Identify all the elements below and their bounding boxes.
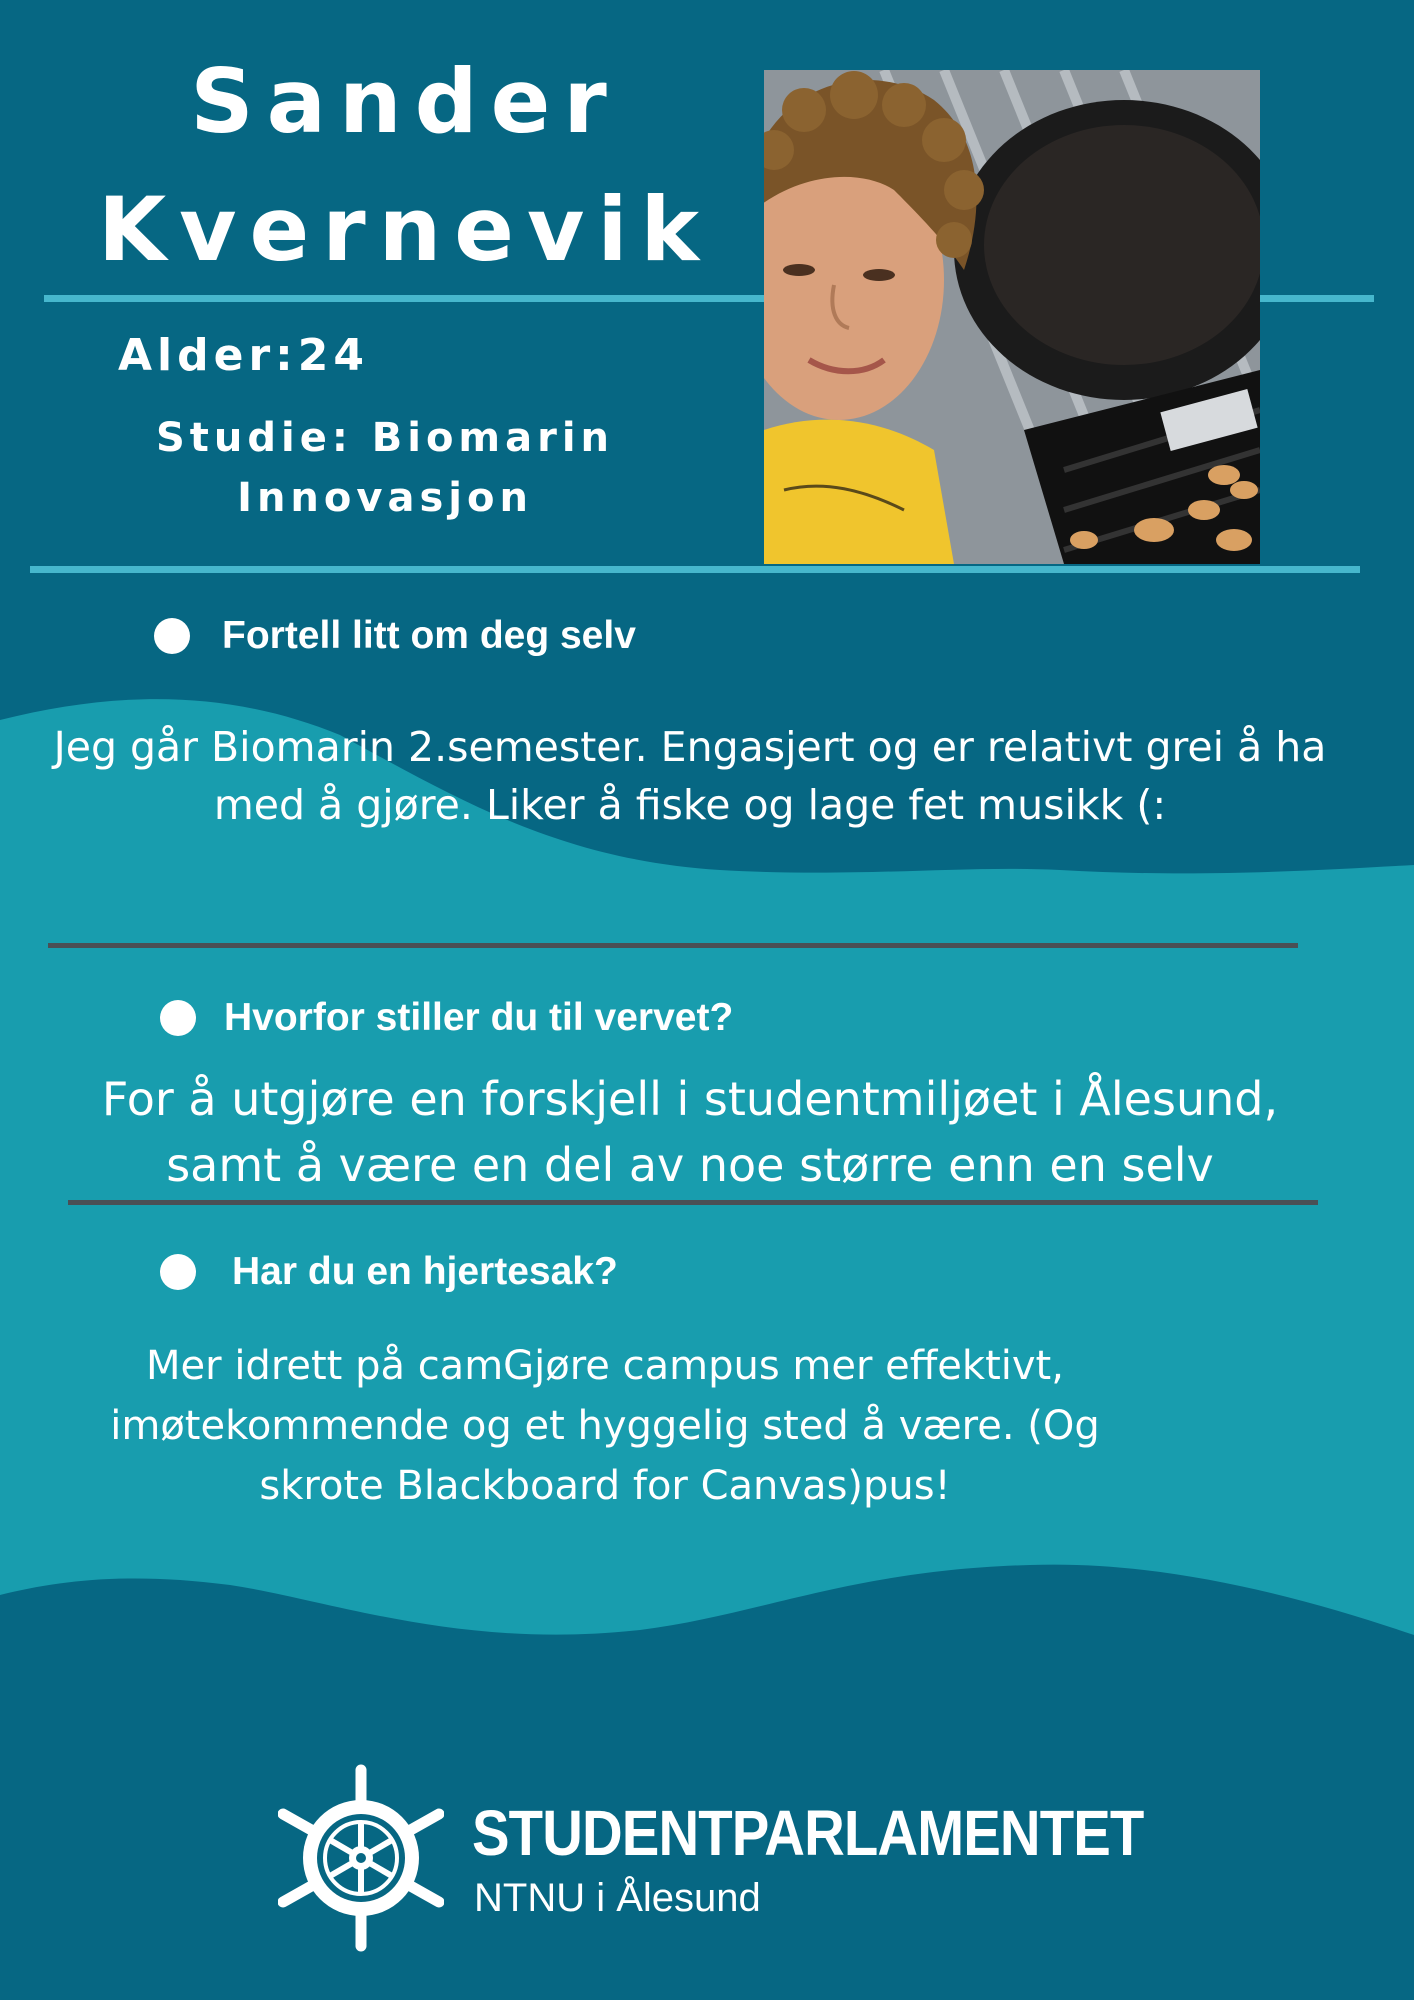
study-line-2: Innovasjon	[237, 475, 533, 521]
answer-line: imøtekommende og et hyggelig sted å være. (Og	[110, 1403, 1100, 1449]
question-why-running: Hvorfor stiller du til vervet?	[224, 996, 734, 1039]
ship-wheel-icon	[278, 1764, 444, 1952]
answer-line: For å utgjøre en forskjell i studentmiljøet i Ålesund,	[101, 1072, 1279, 1126]
answer-about-yourself	[40, 718, 1340, 834]
answer-line: skrote Blackboard for Canvas)pus!	[259, 1463, 951, 1509]
bullet-icon	[160, 1254, 196, 1290]
bullet-icon	[160, 1000, 196, 1036]
answer-line: Mer idrett på camGjøre campus mer effektivt,	[146, 1343, 1064, 1389]
answer-line: med å gjøre. Liker å fiske og lage fet musikk (:	[213, 781, 1167, 829]
candidate-photo	[764, 70, 1260, 564]
question-about-yourself: Fortell litt om deg selv	[222, 614, 636, 657]
photo-illustration	[764, 70, 1260, 564]
logo-title: STUDENTPARLAMENTET	[472, 1797, 1144, 1869]
answer-why-running	[40, 1066, 1340, 1198]
section-divider	[68, 1200, 1318, 1205]
answer-line: Jeg går Biomarin 2.semester. Engasjert og er relativt grei å ha	[53, 723, 1327, 771]
logo-subtitle: NTNU i Ålesund	[474, 1876, 761, 1920]
bullet-icon	[154, 618, 190, 654]
section-divider	[48, 943, 1298, 948]
first-name: Sander	[190, 50, 620, 153]
age-text: Alder:24	[118, 330, 369, 381]
last-name: Kvernevik	[97, 178, 713, 281]
answer-heart-cause	[60, 1336, 1150, 1516]
study-line-1: Studie: Biomarin	[155, 415, 615, 461]
question-heart-cause: Har du en hjertesak?	[232, 1250, 618, 1293]
answer-line: samt å være en del av noe større enn en selv	[166, 1138, 1214, 1192]
profile-divider	[30, 566, 1360, 573]
